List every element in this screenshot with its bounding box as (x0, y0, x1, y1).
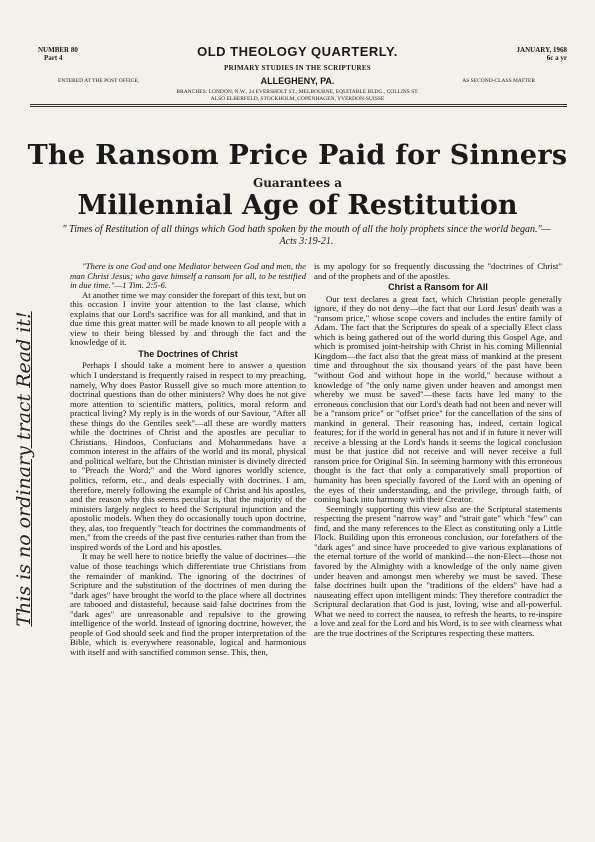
article-column-right (314, 262, 562, 638)
masthead-divider (30, 106, 567, 107)
publication-subtitle: PRIMARY STUDIES IN THE SCRIPTURES (224, 64, 371, 72)
headline-main: The Ransom Price Paid for Sinners (27, 140, 568, 171)
epigraph: " Times of Restitution of all things which God hath spoken by the mouth of all the holy prophets since the world began."—Acts 3:19-21. (62, 224, 551, 247)
section-heading: The Doctrines of Christ (138, 348, 238, 359)
second-class-notice: AS SECOND-CLASS MATTER (462, 78, 535, 84)
entered-notice: ENTERED AT THE POST OFFICE, (58, 78, 140, 84)
section-heading: Christ a Ransom for All (388, 282, 488, 293)
handwritten-note (4, 248, 34, 688)
paragraph: Seemingly supporting this view also are the Scriptural statements respecting the present "narrow way" and "strait gate" which "few" can find, and the many references to the Elect as constituting only a Little Flock. Building upon this erroneous conclusion, our forefathers of the "dark ages" and since have proceeded to give various explanations of the eternal torture of the world of mankind—the non-Elect—those not favored by the Almighty with a knowledge of the only name given under heaven and amongst men whereby we must be saved. These false doctrines built upon the "traditions of the elders" have had a nauseating effect upon intelligent minds: They therefore contradict the Scriptural declaration that God is just, loving, wise and all-powerful. What we need to correct the nausea, to refresh the hearts, to re-inspire a love and zeal for the Lord and his Word, is to see with clearness what are the true doctrines of the Scriptures respecting these matters. (314, 503, 562, 638)
handwritten-note-text: This is no ordinary tract Read it! (13, 311, 35, 627)
headline-connector: Guarantees a (252, 176, 343, 190)
issue-part-line: Part 4 (44, 54, 63, 62)
opening-quote: "There is one God and one Mediator between God and men, the man Christ Jesus; who gave himself a ransom for all, to be testified in due time."—1 Tim. 2:5-6. (70, 261, 306, 291)
issue-price-line: 6c a yr (546, 54, 567, 62)
branches-line: BRANCHES: LONDON, N.W., 24 EVERSHOLT ST.; MELBOURNE, EQUITABLE BLDG., COLLINS ST. (176, 89, 419, 95)
issue-date-line: JANUARY, 1968 (516, 46, 567, 54)
issue-number-line: NUMBER 80 (38, 46, 78, 54)
paragraph: At another time we may consider the forepart of this text, but on this occasion I invite your attention to the last clause, which explains that our Lord's sacrifice was for all mankind, and that in due time this great matter will be made known to all people with a view to their being blessed by and through the fact and the knowledge of it. (70, 289, 306, 348)
article-column-left (70, 262, 306, 657)
branches-list (0, 89, 595, 103)
paragraph: is my apology for so frequently discussing the "doctrines of Christ" and of the prophets and of the apostles. (314, 261, 562, 281)
headline-second: Millennial Age of Restitution (77, 190, 518, 221)
paragraph: Perhaps I should take a moment here to answer a question which I understand is frequently raised in respect to my preaching, namely, Why does Pastor Russell give so much more attention to doctrinal questions than do other ministers? Why does he not give more attention to scientific matters, politics, moral reform and practical living? My reply is in the words of our Saviour, "After all these things do the Gentiles seek"—all these are wordly matters while the doctrines of Christ and the apostles are peculiar to Christians. Hindoos, Confucians and Mohammedans have a common interest in the affairs of the world and its moral, physical and political welfare, but the Christian minister is divinely directed to "Preach the Word;" and the Word ignores worldly science, politics, reform, etc., and deals especially with doctrines. I am, therefore, merely following the example of Christ and his apostles, and the reason why this seems peculiar is, that the majority of the ministers largely neglect to heed the Scriptural injunction and the apostolic models. When they do occasionally touch upon doctrine, they, alas, too frequently "teach for doctrines the commandments of men," from the creeds of the past five centuries rather than from the inspired words of the Lord and his apostles. (70, 360, 306, 552)
branches-line: ALSO ELBERFELD, STOCKHOLM, COPENHAGEN, YVERDON-SUISSE (210, 96, 385, 102)
paragraph: Our text declares a great fact, which Christian people generally ignore, if they do not deny—the fact that our Lord Jesus' death was a "ransom price," whose scope covers and includes the entire family of Adam. The fact that the Scriptures do speak of a specially Elect class which is being gathered out of the world during this Gospel Age, and which is promised joint-heirship with Christ in his coming Millennial Kingdom—the fact also that the great mass of mankind at the present time and throughout the six thousand years of the past have been "without God and without hope in the world," because without a knowledge of "the only name given under heaven and amongst men whereby we must be saved"—these facts have led many to the erroneous conclusion that our Lord's death had not been and never will be a "ransom price" or "offset price" for the cancellation of the sins of mankind in general. Their reasoning has, indeed, certain logical features; for if the world in general has not and if in future it never will receive a blessing at the Lord's hands it seems the logical conclusion must be that justice did not receive and will never receive a full ransom price for Original Sin. In seeming harmony with this erroneous thought is the fact that only a comparatively small proportion of humanity has been specially favored of the Lord with an opening of the eyes of their understanding, and the privilege, through faith, of coming back into harmony with their Creator. (314, 293, 562, 505)
issue-date (517, 46, 567, 62)
publication-title: OLD THEOLOGY QUARTERLY. (197, 44, 398, 59)
publication-city: ALLEGHENY, PA. (260, 76, 335, 86)
paragraph: It may be well here to notice briefly the value of doctrines—the value of those teachings which differentiate true Christians from the remainder of mankind. The ignoring of the doctrines of Scripture and the substitution of the doctrines of men during the "dark ages" have brought the world to the place where all doctrines are tabooed and distasteful, because said false doctrines from the "dark ages" are unreasonable and repulsive to the growing intelligence of the world. Instead of ignoring doctrine, however, the people of God should seek and find the proper interpretation of the Bible, which is everywhere reasonable, logical and harmonious with itself and with sanctified common sense. This, then, (70, 551, 306, 657)
masthead-divider (30, 104, 567, 105)
